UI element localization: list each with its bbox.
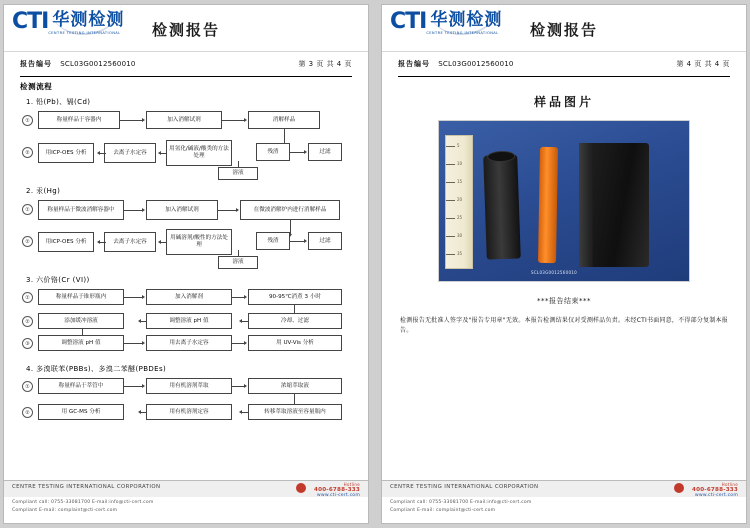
flow-arrow	[124, 297, 142, 298]
flow-arrow	[82, 329, 83, 335]
cti-logo-mark: CTI	[12, 9, 49, 34]
hotline-icon	[296, 483, 306, 493]
flow-node: 残渣	[256, 232, 290, 250]
report-disclaimer: 检测报告无批准人签字及"报告专用章"无效。本报告检测结果仅对受测样品负责。未经CTI书面同意，不得部分复制本报告。	[400, 317, 728, 334]
flow-arrow	[232, 343, 244, 344]
flow-node: 用 UV-Vis 分析	[248, 335, 342, 351]
report-end-mark: ***报告结束***	[537, 297, 591, 305]
footer-company: CENTRE TESTING INTERNATIONAL CORPORATION	[390, 484, 539, 490]
cti-logo-mark: CTI	[390, 9, 427, 34]
flow-arrow	[232, 297, 244, 298]
flow-node: 用氢化/碱液/酸类的方法处理	[166, 140, 232, 166]
flow-node: 称量样品于锥形瓶内	[38, 289, 124, 305]
group-heading-1: 1. 铅(Pb)、镉(Cd)	[26, 98, 91, 106]
page-title: 检测报告	[529, 21, 598, 39]
flow-node: 用有机溶剂定容	[146, 404, 232, 420]
sample-photo	[438, 120, 690, 282]
page4-header	[382, 5, 746, 52]
flow-node: 加入消解试剂	[146, 111, 222, 129]
flow-node: 加入消解试剂	[146, 200, 218, 220]
flow-arrow	[161, 153, 167, 154]
hotline-icon	[674, 483, 684, 493]
flow-node: 残渣	[256, 143, 290, 161]
flow-node: 溶液	[218, 256, 258, 269]
arrow-head-icon	[236, 208, 239, 212]
flow-arrow	[100, 153, 106, 154]
flow-node: 消解样品	[248, 111, 320, 129]
footer-company: CENTRE TESTING INTERNATIONAL CORPORATION	[12, 484, 161, 490]
flow-arrow	[232, 386, 244, 387]
flow-node: 90-95℃消煮 3 小时	[248, 289, 342, 305]
page3-header	[4, 5, 368, 52]
page-indicator: 第 3 页 共 4 页	[298, 60, 352, 68]
arrow-head-icon	[142, 341, 145, 345]
page3-footer	[4, 480, 368, 523]
arrow-head-icon	[244, 118, 247, 122]
flow-node: 去离子水定容	[104, 143, 156, 163]
flow-arrow	[100, 242, 106, 243]
footer-line-2: Compliant E-mail: complaint@cti-cert.com	[390, 508, 496, 513]
sample-orange-rod	[538, 147, 558, 263]
footer-hotline	[314, 482, 360, 498]
website-link[interactable]: www.cti-cert.com	[316, 493, 360, 498]
flow-arrow	[161, 242, 167, 243]
footer-line-2: Compliant E-mail: complaint@cti-cert.com	[12, 508, 118, 513]
flow-node: 用去离子水定容	[146, 335, 232, 351]
page4-report-meta	[398, 59, 730, 74]
hotline-label: Hotline	[721, 482, 738, 487]
page-indicator: 第 4 页 共 4 页	[676, 60, 730, 68]
flow-node: 冷却、过滤	[248, 313, 342, 329]
flow-arrow	[124, 386, 142, 387]
meta-divider	[20, 76, 352, 77]
step-circle-icon: ①	[22, 204, 33, 215]
flow-arrow	[238, 161, 239, 167]
flow-node: 去离子水定容	[104, 232, 156, 252]
flow-node: 调整溶液 pH 值	[146, 313, 232, 329]
cti-logo-chinese: 华测检测	[430, 10, 503, 30]
flow-node: 浓缩萃取液	[248, 378, 342, 394]
hotline-label: Hotline	[343, 482, 360, 487]
flowchart-group-2	[20, 198, 352, 270]
flowchart-group-1	[20, 109, 352, 181]
sample-image-title: 样品图片	[533, 95, 594, 109]
flow-arrow	[294, 394, 295, 404]
flow-node: 转移萃取溶液至容量瓶内	[248, 404, 342, 420]
flow-node: 用有机溶剂萃取	[146, 378, 232, 394]
arrow-head-icon	[142, 118, 145, 122]
step-circle-icon: ②	[22, 236, 33, 247]
meta-divider	[398, 76, 730, 77]
page4-footer	[382, 480, 746, 523]
arrow-head-icon	[142, 208, 145, 212]
ruler-object: 5 10 15 20 25 30 35	[445, 135, 473, 269]
arrow-head-icon	[142, 295, 145, 299]
group-heading-3: 3. 六价铬(Cr (VI))	[26, 276, 90, 284]
flow-arrow	[222, 120, 244, 121]
cti-logo-chinese: 华测检测	[52, 10, 125, 30]
report-page-3	[3, 4, 369, 524]
flowchart-group-3	[20, 287, 352, 359]
step-circle-icon: ③	[22, 338, 33, 349]
report-no-value: SCL03G0012560010	[60, 60, 136, 68]
flow-arrow	[124, 343, 142, 344]
arrow-head-icon	[244, 295, 247, 299]
sample-black-slab	[579, 143, 649, 267]
flow-arrow	[218, 210, 236, 211]
footer-hotline	[692, 482, 738, 498]
flow-node: 过滤	[308, 232, 342, 250]
flow-node: 用ICP-OES 分析	[38, 143, 94, 163]
step-circle-icon: ①	[22, 381, 33, 392]
group-heading-2: 2. 汞(Hg)	[26, 187, 61, 195]
flow-arrow	[290, 152, 304, 153]
flow-node: 称量样品于容器内	[38, 111, 120, 129]
report-page-4	[381, 4, 747, 524]
page3-report-meta	[20, 59, 352, 74]
flow-arrow	[242, 412, 248, 413]
report-no-label: 报告编号	[20, 60, 52, 68]
group-heading-4: 4. 多溴联苯(PBBs)、多溴二苯醚(PBDEs)	[26, 365, 167, 373]
arrow-head-icon	[304, 239, 307, 243]
footer-line-1: Compliant call: 0755-33081700 E-mail:info@cti-cert.com	[390, 500, 532, 505]
flow-node: 在微波消解炉内进行消解样品	[240, 200, 340, 220]
arrow-head-icon	[304, 150, 307, 154]
page-title: 检测报告	[151, 21, 220, 39]
hotline-number: 400-6788-333	[314, 487, 360, 493]
website-link[interactable]: www.cti-cert.com	[694, 493, 738, 498]
photo-caption: SCL03G0012560010	[531, 270, 577, 275]
flow-arrow	[124, 210, 142, 211]
section-title-flow: 检测流程	[20, 82, 53, 91]
flow-arrow	[242, 321, 248, 322]
step-circle-icon: ②	[22, 147, 33, 158]
flow-node: 添加缓冲溶液	[38, 313, 124, 329]
arrow-head-icon	[244, 341, 247, 345]
flow-node: 用ICP-OES 分析	[38, 232, 94, 252]
flow-node: 加入消解剂	[146, 289, 232, 305]
flow-arrow	[290, 241, 304, 242]
step-circle-icon: ②	[22, 316, 33, 327]
flowchart-group-4	[20, 376, 352, 428]
flow-node: 用碱溶剂/酸性的方法处理	[166, 229, 232, 255]
flow-arrow	[290, 220, 291, 234]
flow-node: 过滤	[308, 143, 342, 161]
flow-node: 称量样品于萃管中	[38, 378, 124, 394]
report-no-value: SCL03G0012560010	[438, 60, 514, 68]
flow-arrow	[141, 321, 147, 322]
report-no-label: 报告编号	[398, 60, 430, 68]
footer-line-1: Compliant call: 0755-33081700 E-mail:info@cti-cert.com	[12, 500, 154, 505]
flow-node: 溶液	[218, 167, 258, 180]
step-circle-icon: ①	[22, 115, 33, 126]
arrow-head-icon	[244, 384, 247, 388]
flow-arrow	[141, 412, 147, 413]
flow-node: 调整溶液 pH 值	[38, 335, 124, 351]
hotline-number: 400-6788-333	[692, 487, 738, 493]
step-circle-icon: ①	[22, 292, 33, 303]
step-circle-icon: ②	[22, 407, 33, 418]
cti-logo-english: CENTRE TESTING INTERNATIONAL	[48, 31, 121, 35]
photo-background	[439, 121, 689, 281]
sample-black-tube	[483, 154, 521, 259]
flow-arrow	[238, 250, 239, 256]
flow-node: 用 GC-MS 分析	[38, 404, 124, 420]
flow-arrow	[120, 120, 142, 121]
cti-logo-english: CENTRE TESTING INTERNATIONAL	[426, 31, 499, 35]
flow-node: 称量样品于微波消解容器中	[38, 200, 124, 220]
arrow-head-icon	[142, 384, 145, 388]
